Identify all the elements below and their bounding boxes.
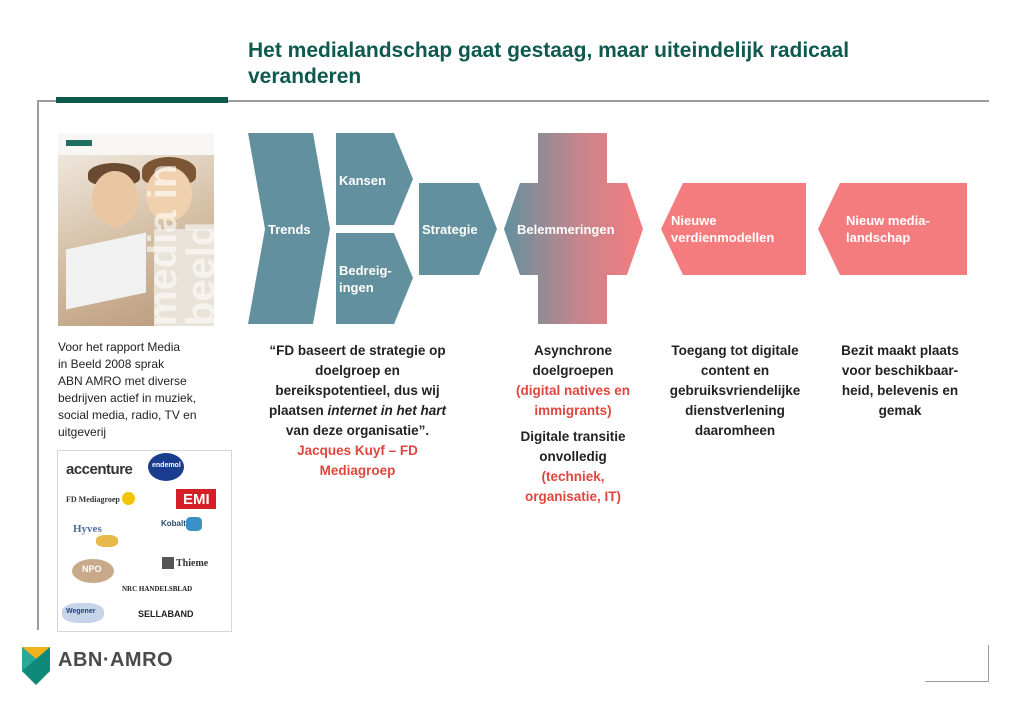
endemol-logo: endemol	[152, 462, 181, 469]
belemmeringen-column: Asynchrone doelgroepen (digital natives en immigrants) Digitale transitie onvolledig (techniek, organisatie, IT)	[515, 343, 631, 504]
hyves-logo: Hyves	[73, 523, 102, 535]
verdienmodellen-label: Nieuwe verdienmodellen	[671, 213, 775, 245]
kansen-label: Kansen	[339, 173, 386, 188]
bedreigingen-label: Bedreig- ingen	[339, 263, 392, 295]
medialandschap-label: Nieuw media- landschap	[846, 213, 930, 245]
verdienmodellen-column: Toegang tot digitale content en gebruiksvriendelijke dienstverlening daaromheen	[669, 343, 801, 438]
page-title: Het medialandschap gaat gestaag, maar uiteindelijk radicaal veranderen	[248, 39, 850, 88]
abn-amro-shield-icon	[22, 647, 50, 685]
sellaband-logo: SELLABAND	[138, 609, 194, 619]
thieme-logo: Thieme	[176, 558, 209, 569]
kobalt-logo: Kobalt	[161, 519, 186, 528]
strategie-label: Strategie	[422, 222, 478, 237]
nrc-handelsblad-logo: NRC HANDELSBLAD	[122, 585, 193, 593]
quote-column: “FD baseert de strategie op doelgroep en bereikspotentieel, dus wij plaatsen internet in het hart van deze organisatie”. Jacques Kuyf – FD Mediagroep	[268, 343, 447, 478]
npo-logo: NPO	[82, 564, 102, 574]
abn-amro-wordmark: ABN·AMRO	[58, 649, 174, 671]
footer-rule-vertical	[988, 645, 989, 682]
cover-title: media in beeld	[141, 163, 223, 326]
accenture-logo: accenture	[66, 461, 133, 478]
footer-rule-horizontal	[925, 681, 989, 682]
quote-author: Jacques Kuyf – FD Mediagroep	[297, 443, 418, 478]
quote-italic: internet in het hart	[327, 403, 447, 418]
emi-logo: EMI	[183, 491, 210, 508]
report-caption: Voor het rapport Media in Beeld 2008 sprak ABN AMRO met diverse bedrijven actief in muziek, social media, radio, TV en uitgeverij	[58, 340, 197, 439]
medialandschap-column: Bezit maakt plaats voor beschikbaar- heid, belevenis en gemak	[841, 343, 959, 418]
fd-mediagroep-logo: FD Mediagroep	[66, 495, 120, 504]
belemmeringen-label: Belemmeringen	[517, 222, 615, 237]
trends-label: Trends	[268, 222, 311, 237]
wegener-logo: Wegener	[66, 608, 96, 615]
